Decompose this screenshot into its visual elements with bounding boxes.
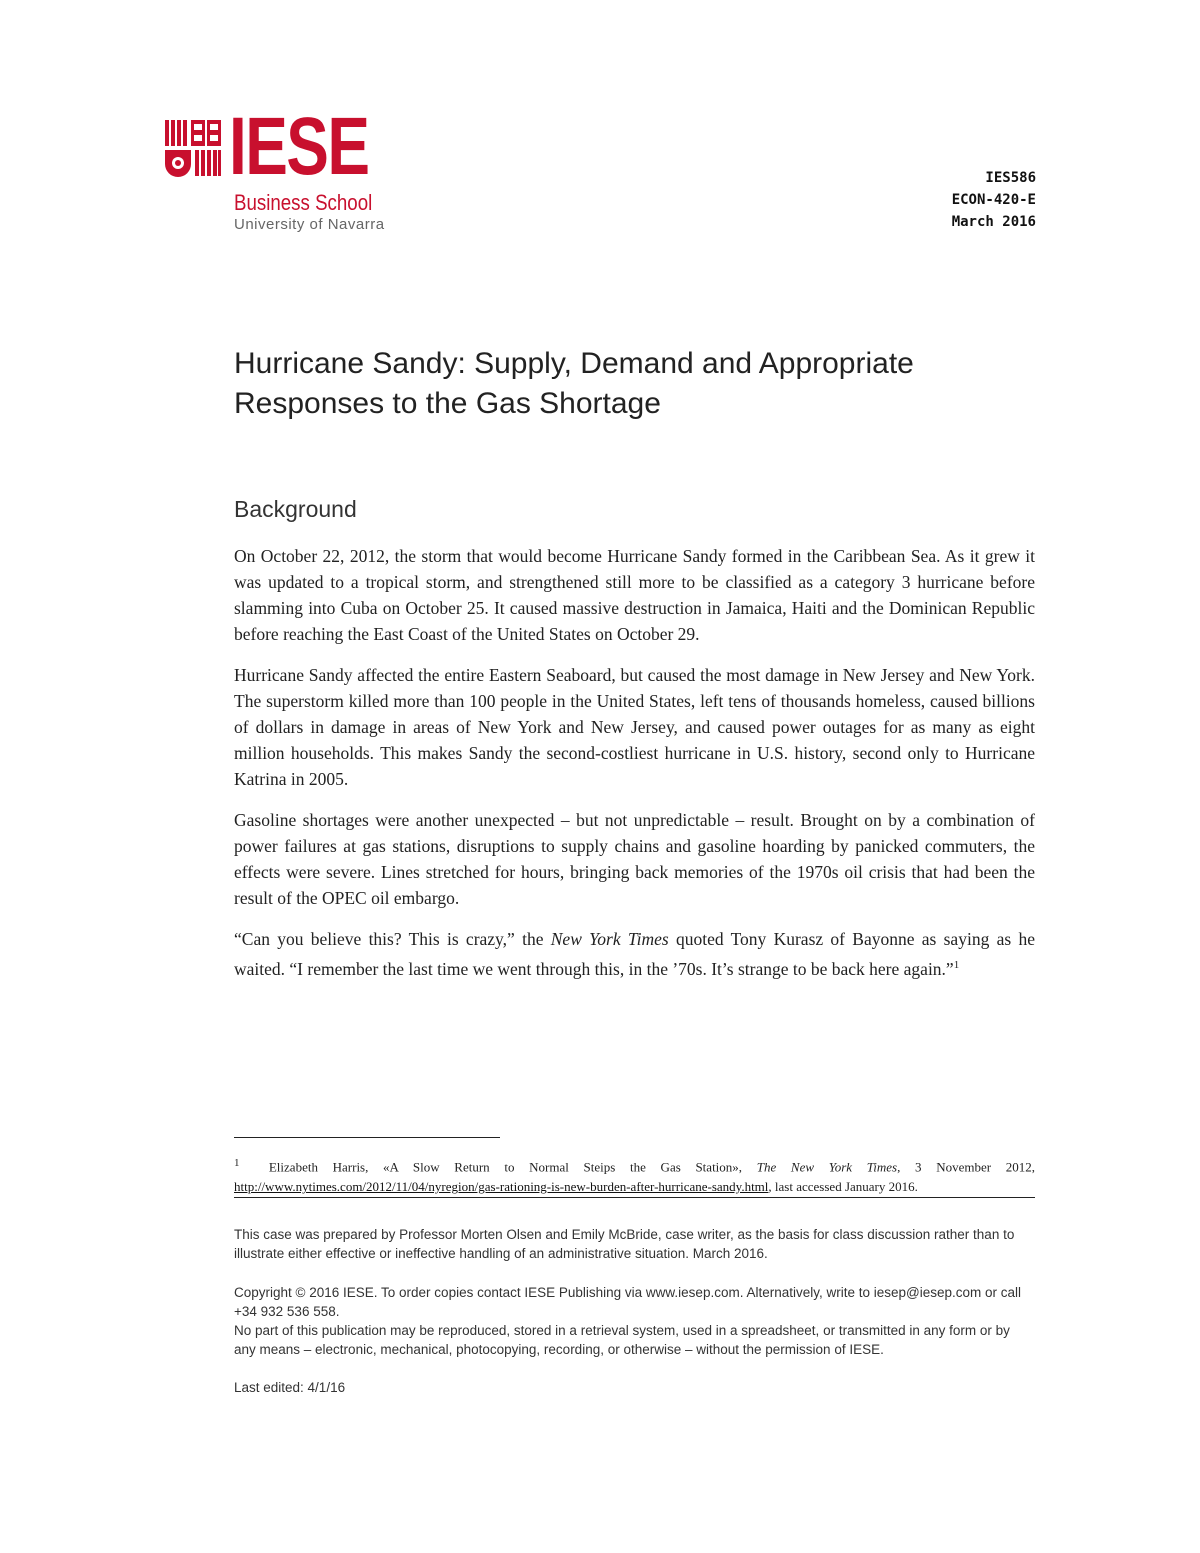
iese-shield-icon xyxy=(165,120,223,186)
course-code: ECON-420-E xyxy=(951,192,1036,208)
rights-note: No part of this publication may be reproduced, stored in a retrieval system, used in a spreadsheet, or transmitted in any form or by any means – electronic, mechanical, photocopying, recording, or otherwise – without the permission of IESE. xyxy=(234,1323,1010,1357)
footnote-ref[interactable]: 1 xyxy=(953,959,960,971)
body-text xyxy=(234,543,1035,997)
footnote-number: 1 xyxy=(234,1157,240,1169)
paragraph: On October 22, 2012, the storm that would become Hurricane Sandy formed in the Caribbean Sea. As it grew it was updated to a tropical storm, and strengthened still more to be classified as a category 3 hurricane before slamming into Cuba on October 25. It caused massive destruction in Jamaica, Haiti and the Dominican Republic before reaching the East Coast of the United States on October 29. xyxy=(234,546,1035,644)
logo-university: University of Navarra xyxy=(234,216,385,233)
reference-block xyxy=(952,167,1036,233)
smallprint-divider xyxy=(234,1197,1035,1198)
section-heading: Background xyxy=(234,496,357,522)
footnote: $^1$ Elizabeth Harris, «A Slow Return to Normal Steips the Gas Station», The New York Times, 3 November 2012, http://www.nytimes.com/2012/11/04/nyregion/gas-rationing-is-new-burden-after-hurricane-sandy.html, last accessed January 2016. xyxy=(234,1157,1035,1195)
publication-name: New York Times xyxy=(550,929,669,949)
footnote-link[interactable]: http://www.nytimes.com/2012/11/04/nyregion/gas-rationing-is-new-burden-after-hurricane-sandy.html xyxy=(234,1179,769,1195)
title-line-2: Responses to the Gas Shortage xyxy=(234,387,661,420)
logo-subtitle: Business School xyxy=(234,190,373,215)
copyright-note: Copyright © 2016 IESE. To order copies contact IESE Publishing via www.iesep.com. Alternatively, write to iesep@iesep.com or call +34 932 536 558. xyxy=(234,1285,1022,1319)
footnote-divider xyxy=(234,1137,500,1138)
paragraph: Hurricane Sandy affected the entire Eastern Seaboard, but caused the most damage in New Jersey and New York. The superstorm killed more than 100 people in the United States, left tens of thousands homeless, caused billions of dollars in damage in areas of New York and New Jersey, and caused power outages for as many as eight million households. This makes Sandy the second-costliest hurricane in U.S. history, second only to Hurricane Katrina in 2005. xyxy=(234,665,1035,789)
title-line-1: Hurricane Sandy: Supply, Demand and Appropriate xyxy=(234,347,914,380)
paragraph: Gasoline shortages were another unexpected – but not unpredictable – result. Brought on by a combination of power failures at gas stations, disruptions to supply chains and gasoline hoarding by panicked commuters, the effects were severe. Lines stretched for hours, bringing back memories of the 1970s oil crisis that had been the result of the OPEC oil embargo. xyxy=(234,810,1035,908)
last-edited: Last edited: 4/1/16 xyxy=(234,1380,346,1395)
iese-logo xyxy=(165,101,395,240)
prepared-by-note: This case was prepared by Professor Morten Olsen and Emily McBride, case writer, as the basis for class discussion rather than to illustrate either effective or ineffective handling of an administrative situation. March 2016. xyxy=(234,1227,1015,1261)
ref-code: IES586 xyxy=(985,170,1036,186)
document-title xyxy=(234,344,1034,424)
document-date: March 2016 xyxy=(951,214,1036,230)
logo-wordmark: IESE xyxy=(229,101,369,192)
quote-paragraph: “Can you believe this? This is crazy,” the New York Times quoted Tony Kurasz of Bayonne as saying as he waited. “I remember the last time we went through this, in the ’70s. It’s strange to be back here again.”$^1$ xyxy=(234,929,1035,979)
